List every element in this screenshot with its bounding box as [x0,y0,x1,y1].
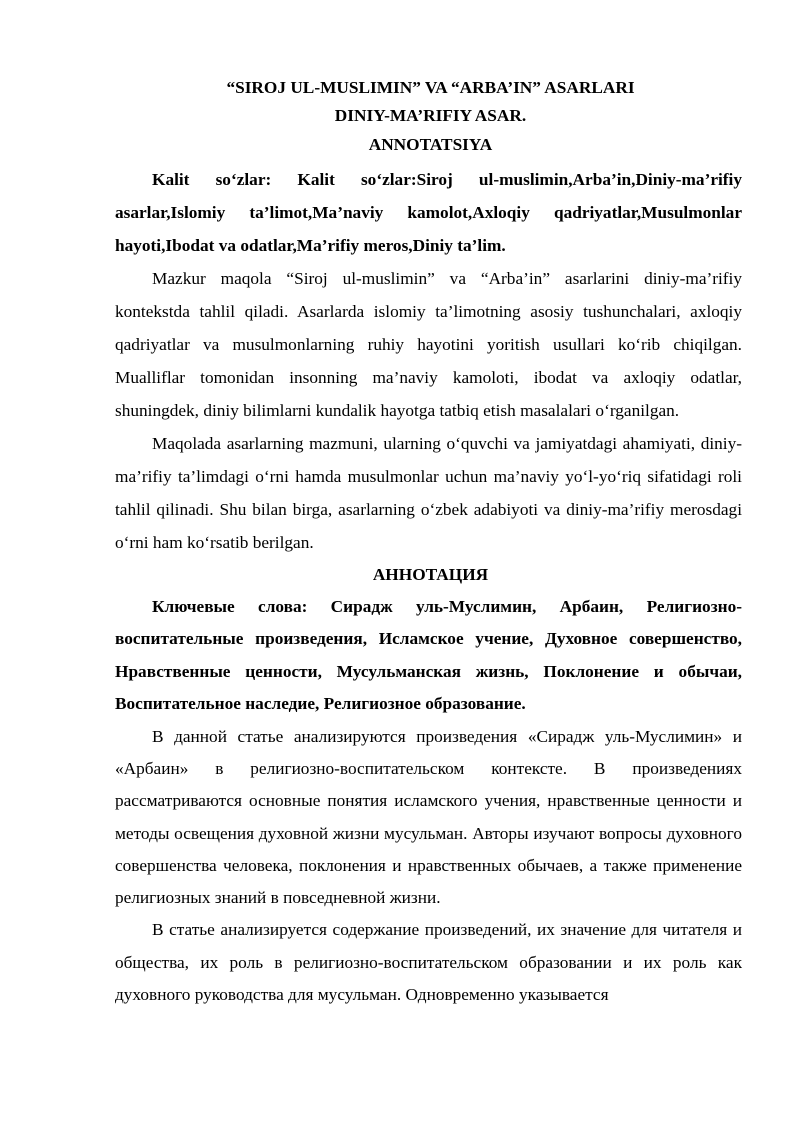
russian-annotation-heading: АННОТАЦИЯ [372,565,489,584]
uzbek-paragraph-2: Maqolada asarlarning mazmuni, ularning o‘quvchi va jamiyatdagi ahamiyati, diniy-ma’rifiy ta’limdagi o‘rni hamda musulmonlar uchun ma’naviy yo‘l-yo‘riq sifatidagi roli tahlil qilinadi. Shu bilan birga, asarlarning o‘zbek adabiyoti va diniy-ma’rifiy merosdagi o‘rni ham ko‘rsatib berilgan. [115,434,742,552]
uzbek-paragraph-1: Mazkur maqola “Siroj ul-muslimin” va “Arba’in” asarlarini diniy-ma’rifiy kontekstda tahlil qiladi. Asarlarda islomiy ta’limotning asosiy tushunchalari, axloqiy qadriyatlar va musulmonlarning ruhiy hayotini yoritish usullari ko‘rib chiqilgan. Mualliflar tomonidan insonning ma’naviy kamoloti, ibodat va axloqiy odatlar, shuningdek, diniy bilimlarni kundalik hayotga tatbiq etish masalalari o‘rganilgan. [115,269,742,420]
uzbek-keywords: Kalit so‘zlar: Kalit so‘zlar:Siroj ul-muslimin,Arba’in,Diniy-ma’rifiy asarlar,Islomiy ta’limot,Ma’naviy kamolot,Axloqiy qadriyatlar,Musulmonlar hayoti,Ibodat va odatlar,Ma’rifiy meros,Diniy ta’lim. [115,170,742,255]
document-title-line-1: “SIROJ UL-MUSLIMIN” VA “ARBA’IN” ASARLARI [226,78,635,97]
russian-paragraph-2: В статье анализируется содержание произведений, их значение для читателя и общества, их роль в религиозно-воспитательском образовании и их роль как духовного руководства для мусульман. Одновременно указывается [115,920,742,1004]
russian-paragraph-1: В данной статье анализируются произведения «Сирадж уль-Муслимин» и «Арбаин» в религиозно-воспитательском контексте. В произведениях рассматриваются основные понятия исламского учения, нравственные ценности и методы освещения духовной жизни мусульман. Авторы изучают вопросы духовного совершенства человека, поклонения и нравственных обычаев, а также применение религиозных знаний в повседневной жизни. [115,726,742,908]
document-page [115,72,742,1011]
russian-keywords: Ключевые слова: Сирадж уль-Муслимин, Арбаин, Религиозно-воспитательные произведения, Исламское учение, Духовное совершенство, Нравственные ценности, Мусульманская жизнь, Поклонение и обычаи, Воспитательное наследие, Религиозное образование. [115,597,742,714]
uzbek-annotation-heading: ANNOTATSIYA [368,135,493,154]
document-title-line-2: DINIY-MA’RIFIY ASAR. [334,106,527,125]
